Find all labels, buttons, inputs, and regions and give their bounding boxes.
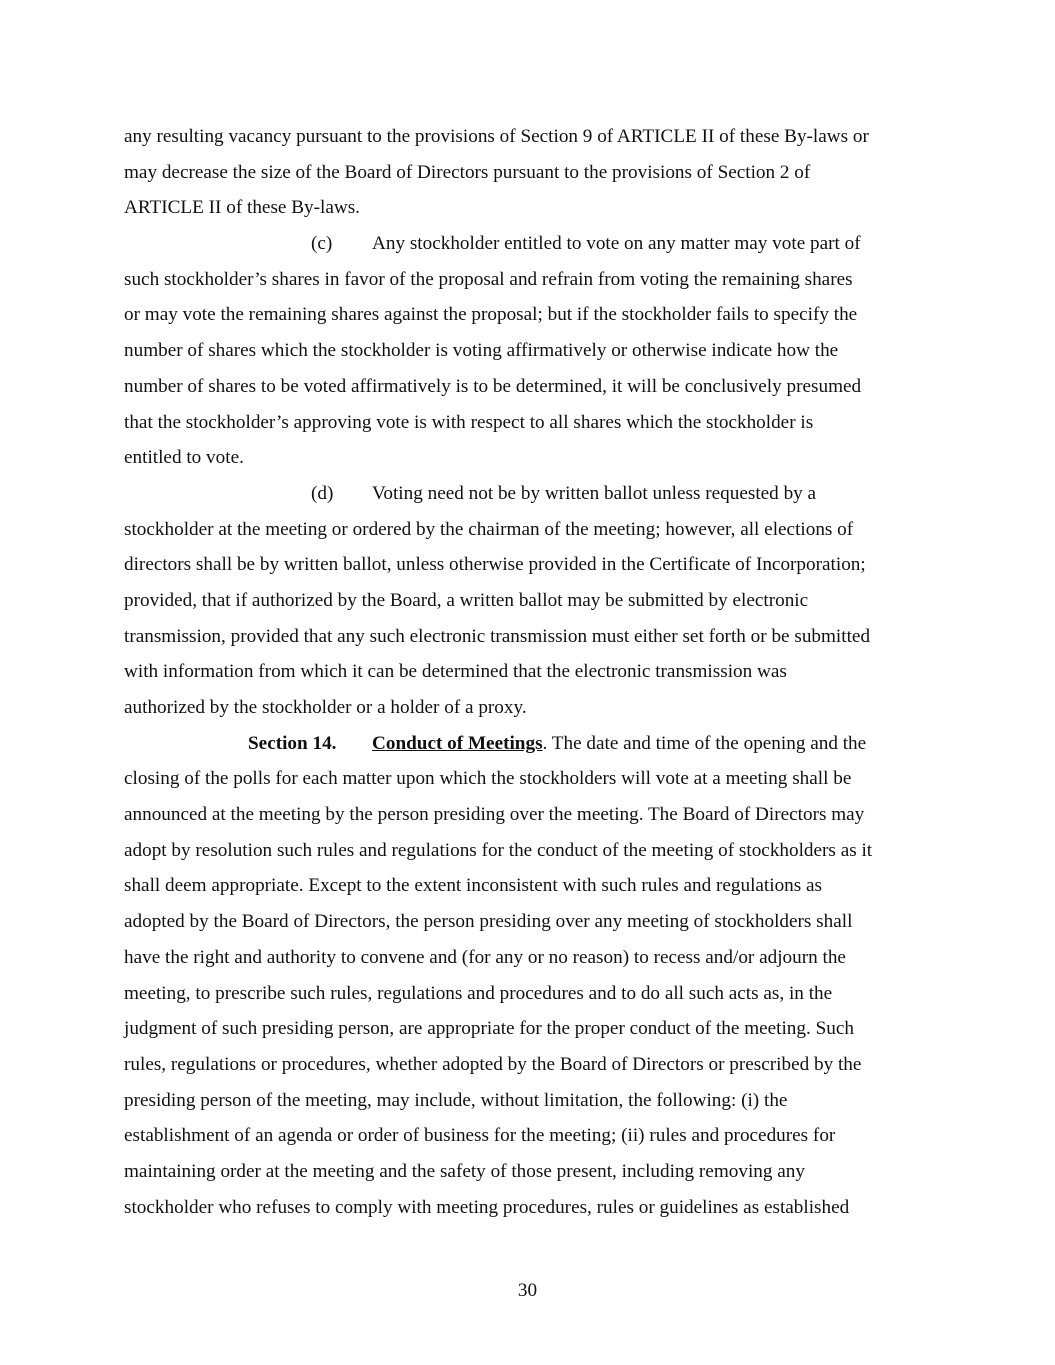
page-body: [124, 119, 936, 1225]
text-line: with information from which it can be determined that the electronic transmission was: [124, 661, 787, 683]
section-14-label: Section 14.: [248, 732, 337, 754]
text-line: judgment of such presiding person, are appropriate for the proper conduct of the meeting. Such: [124, 1018, 854, 1040]
text-line: may decrease the size of the Board of Directors pursuant to the provisions of Section 2 of: [124, 161, 811, 183]
text-line: transmission, provided that any such electronic transmission must either set forth or be submitted: [124, 625, 871, 647]
text-line: such stockholder’s shares in favor of the proposal and refrain from voting the remaining shares: [124, 268, 853, 290]
text-line: shall deem appropriate. Except to the extent inconsistent with such rules and regulations as: [124, 875, 823, 897]
text-line: number of shares to be voted affirmatively is to be determined, it will be conclusively presumed: [124, 375, 862, 397]
text-line: stockholder who refuses to comply with meeting procedures, rules or guidelines as established: [124, 1196, 850, 1218]
text-line: announced at the meeting by the person presiding over the meeting. The Board of Directors may: [124, 804, 865, 826]
text-line: that the stockholder’s approving vote is with respect to all shares which the stockholder is: [124, 411, 814, 433]
paragraph-c-text: Any stockholder entitled to vote on any matter may vote part of: [372, 233, 861, 255]
text-line: entitled to vote.: [124, 447, 244, 469]
text-line: adopt by resolution such rules and regulations for the conduct of the meeting of stockholders as it: [124, 839, 873, 861]
text-line: establishment of an agenda or order of business for the meeting; (ii) rules and procedures for: [124, 1125, 836, 1147]
text-line: maintaining order at the meeting and the safety of those present, including removing any: [124, 1160, 805, 1182]
text-line: adopted by the Board of Directors, the person presiding over any meeting of stockholders shall: [124, 911, 853, 933]
text-line: stockholder at the meeting or ordered by the chairman of the meeting; however, all elections of: [124, 518, 854, 540]
section-14-title: Conduct of Meetings: [372, 732, 543, 754]
section-14-text: . The date and time of the opening and the: [542, 732, 867, 754]
text-line: rules, regulations or procedures, whether adopted by the Board of Directors or prescribed by the: [124, 1053, 862, 1075]
text-line: closing of the polls for each matter upon which the stockholders will vote at a meeting shall be: [124, 768, 852, 790]
text-line: ARTICLE II of these By-laws.: [124, 197, 360, 219]
text-line: meeting, to prescribe such rules, regulations and procedures and to do all such acts as, in the: [124, 982, 833, 1004]
page-number: 30: [517, 1280, 538, 1301]
text-line: directors shall be by written ballot, unless otherwise provided in the Certificate of Incorporation;: [124, 554, 866, 576]
text-line: or may vote the remaining shares against the proposal; but if the stockholder fails to specify the: [124, 304, 858, 326]
paragraph-d-first-line: [124, 476, 936, 512]
paragraph-c-label: (c): [311, 233, 333, 255]
section-14-heading-line: [124, 726, 936, 762]
paragraph-d-text: Voting need not be by written ballot unless requested by a: [372, 482, 817, 504]
text-line: any resulting vacancy pursuant to the provisions of Section 9 of ARTICLE II of these By-laws or: [124, 126, 869, 147]
text-line: presiding person of the meeting, may include, without limitation, the following: (i) the: [124, 1089, 788, 1111]
text-line: provided, that if authorized by the Board, a written ballot may be submitted by electronic: [124, 589, 809, 611]
paragraph-c-first-line: [124, 226, 936, 262]
text-line: authorized by the stockholder or a holder of a proxy.: [124, 697, 527, 718]
text-line: have the right and authority to convene and (for any or no reason) to recess and/or adjourn the: [124, 946, 846, 968]
text-line: number of shares which the stockholder is voting affirmatively or otherwise indicate how the: [124, 340, 839, 362]
paragraph-d-label: (d): [311, 482, 334, 504]
